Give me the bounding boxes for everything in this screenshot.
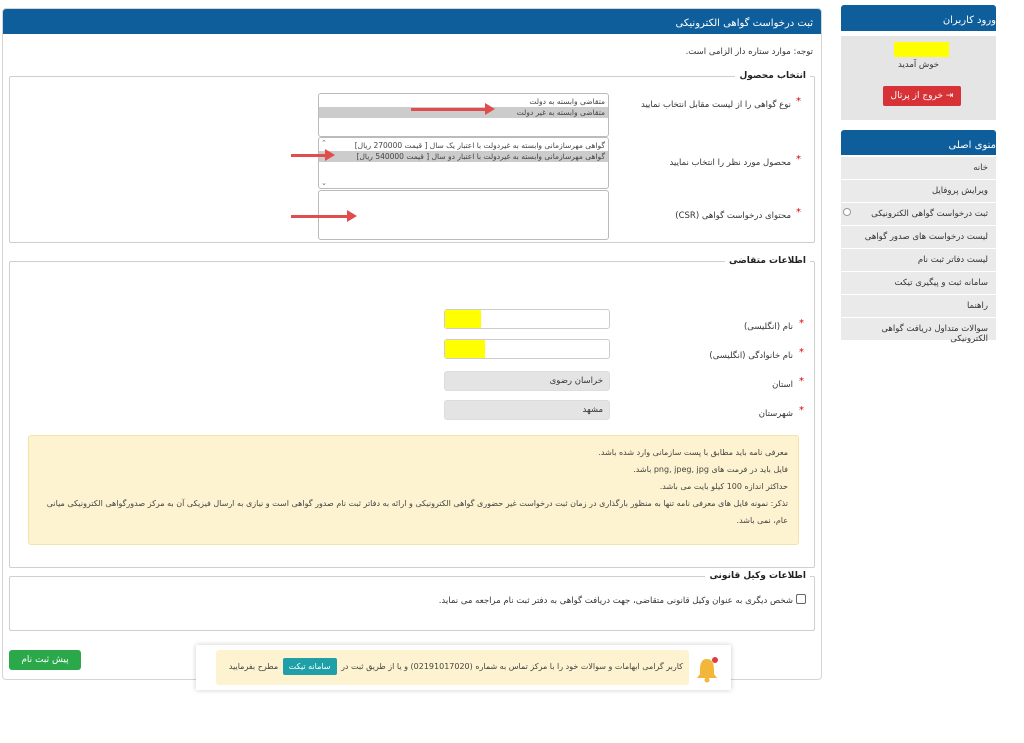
welcome-text: خوش آمدید [898,60,939,70]
menu-item-faq[interactable]: سوالات متداول دریافت گواهی الکترونیکی [841,318,996,341]
main-menu-title: منوی اصلی [841,130,996,155]
required-note: توجه: موارد ستاره دار الزامی است. [685,47,813,57]
notification-body [216,650,689,685]
cert-type-option-selected[interactable]: متقاضی وابسته به غیر دولت [319,107,608,118]
notes-box [28,435,799,545]
csr-textarea[interactable] [318,190,609,240]
page-title: ثبت درخواست گواهی الکترونیکی [3,9,821,34]
redacted-value [445,340,485,358]
required-star: * [796,154,801,165]
note-line: تذکر: نمونه فایل های معرفی نامه تنها به منظور بارگذاری در زمان ثبت درخواست غیر حضوری گواهی الکترونیکی و ارائه به دفاتر ثبت نام صدور گواهی است و نیازی به ارسال فیزیکی آن به مرکز صدورگواهی الکترونیکی میانی [46,499,788,508]
menu-item-offices[interactable]: لیست دفاتر ثبت نام [841,249,996,272]
scroll-up-icon[interactable]: ⌃ [321,139,327,147]
notification-text-end: مطرح بفرمایید [228,662,279,671]
cert-type-label: نوع گواهی را از لیست مقابل انتخاب نمایید [640,100,791,110]
applicant-section-legend: اطلاعات متقاضی [728,256,806,266]
legal-checkbox-label: شخص دیگری به عنوان وکیل قانونی متقاضی، جهت دریافت گواهی به دفتر ثبت نام مراجعه می نماید. [438,596,793,606]
login-panel-title: ورود کاربران [841,5,996,31]
red-arrow-icon [291,154,327,157]
product-option-selected[interactable]: گواهی مهرسازمانی وابسته به غیردولت با اعتبار دو سال [ قیمت 540000 ریال] [319,151,608,162]
logout-button[interactable] [883,86,961,106]
first-name-input[interactable] [444,309,610,329]
required-star: * [796,96,801,107]
red-arrow-icon [411,108,487,111]
product-list[interactable] [318,137,609,189]
active-indicator-icon [843,208,851,216]
notification-text: کاربر گرامی ابهامات و سوالات خود را با مرکز تماس به شماره (02191017020) و یا از طریق ثبت در [341,662,683,671]
required-star: * [799,347,804,358]
province-field: خراسان رضوی [444,371,610,391]
pre-register-button[interactable]: پیش ثبت نام [9,650,81,670]
note-line: فایل باید در فرمت های png, jpeg, jpg باشد. [633,465,788,474]
logout-label: خروج از پرتال [890,91,944,101]
menu-item-tickets[interactable]: سامانه ثبت و پیگیری تیکت [841,272,996,295]
menu-item-new-request[interactable]: ثبت درخواست گواهی الکترونیکی [841,203,996,226]
note-line: حداکثر اندازه 100 کیلو بایت می باشد. [659,482,788,491]
first-name-label: نام (انگلیسی) [743,322,793,332]
csr-label: محتوای درخواست گواهی (CSR) [675,211,791,221]
main-panel [2,8,822,680]
menu-item-home[interactable]: خانه [841,157,996,180]
redacted-value [445,310,481,328]
menu-item-request-list[interactable]: لیست درخواست های صدور گواهی [841,226,996,249]
ticket-notification [196,645,731,690]
required-star: * [799,376,804,387]
required-star: * [799,405,804,416]
scroll-down-icon[interactable]: ⌄ [321,179,327,187]
legal-checkbox[interactable] [796,594,806,604]
province-label: استان [772,380,793,390]
cert-type-option[interactable]: متقاضی وابسته به دولت [529,97,605,106]
red-arrow-icon [291,215,349,218]
last-name-input[interactable] [444,339,610,359]
note-line: معرفی نامه باید مطابق با پست سازمانی وارد شده باشد. [598,448,788,457]
required-star: * [796,207,801,218]
menu-item-edit-profile[interactable]: ویرایش پروفایل [841,180,996,203]
city-label: شهرستان [758,409,793,419]
note-line: عام، نمی باشد. [736,516,788,525]
product-label: محصول مورد نظر را انتخاب نمایید [669,158,791,168]
redacted-username [894,42,949,57]
cert-type-list[interactable] [318,93,609,137]
bell-icon [696,657,718,683]
menu-item-help[interactable]: راهنما [841,295,996,318]
legal-section-legend: اطلاعات وکیل قانونی [709,571,806,581]
product-section-legend: انتخاب محصول [739,71,806,81]
required-star: * [799,318,804,329]
product-option[interactable]: گواهی مهرسازمانی وابسته به غیردولت با اعتبار یک سال [ قیمت 270000 ریال] [354,141,605,150]
ticket-system-button[interactable]: سامانه تیکت [283,658,337,675]
logout-icon: ⇥ [945,91,954,101]
user-panel [841,36,996,120]
last-name-label: نام خانوادگی (انگلیسی) [709,351,793,361]
city-field: مشهد [444,400,610,420]
